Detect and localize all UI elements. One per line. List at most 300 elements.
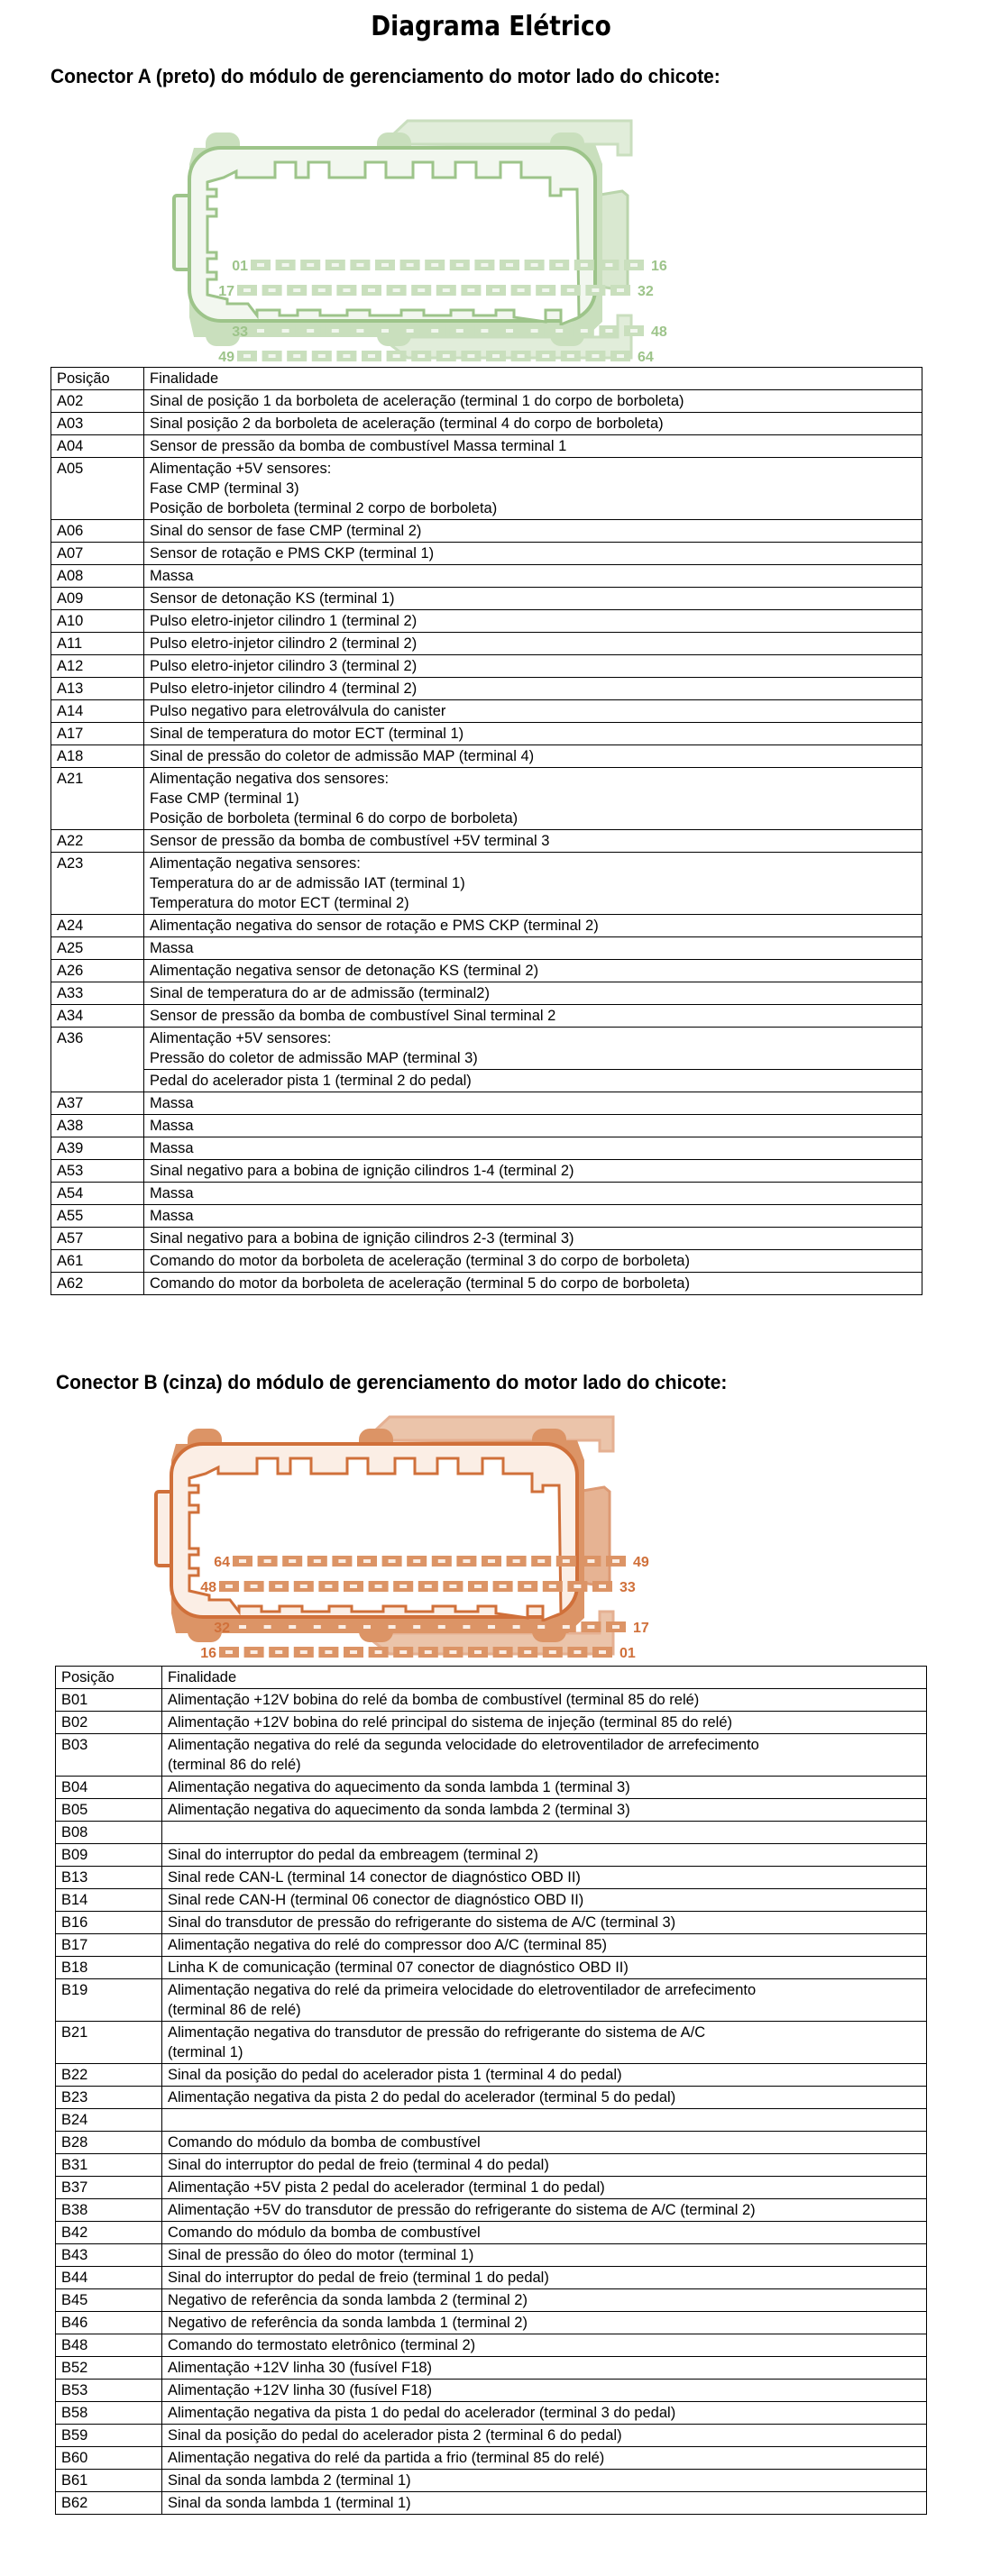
pin-number-label: 33 [619,1580,636,1595]
posicao-cell: B16 [56,1912,162,1934]
finalidade-line: Alimentação negativa da pista 1 do pedal do acelerador (terminal 3 do pedal) [168,2405,676,2421]
posicao-cell: A05 [51,458,144,520]
posicao-cell: B24 [56,2109,162,2132]
finalidade-cell [144,1250,922,1273]
posicao-cell: A21 [51,768,144,830]
finalidade-cell [162,2425,927,2447]
finalidade-line: Alimentação +12V linha 30 (fusível F18) [168,2382,433,2398]
finalidade-line: Posição de borboleta (terminal 6 do corpo de borboleta) [150,810,519,827]
table-row [56,2199,927,2222]
finalidade-line: Alimentação negativa do sensor de rotação e PMS CKP (terminal 2) [150,918,599,934]
posicao-cell: A03 [51,413,144,435]
posicao-cell: A37 [51,1092,144,1115]
finalidade-cell [144,1273,922,1295]
table-row [56,2267,927,2289]
table-row [51,982,922,1005]
finalidade-line: Pulso eletro-injetor cilindro 1 (terminal 2) [150,613,418,629]
table-row [56,2380,927,2402]
table-row [51,435,922,458]
table-row [56,2425,927,2447]
finalidade-line: Sinal rede CAN-L (terminal 14 conector de diagnóstico OBD II) [168,1869,581,1886]
table-row [51,1092,922,1115]
finalidade-line: Alimentação negativa do relé do compressor doo A/C (terminal 85) [168,1937,607,1953]
table-row [56,2132,927,2154]
finalidade-line: Comando do módulo da bomba de combustível [168,2224,481,2241]
finalidade-cell [162,1844,927,1867]
posicao-cell: A57 [51,1228,144,1250]
finalidade-line: Sinal de posição 1 da borboleta de aceleração (terminal 1 do corpo de borboleta) [150,393,684,409]
finalidade-cell [162,2132,927,2154]
finalidade-cell [162,2289,927,2312]
header-finalidade: Finalidade [144,368,922,390]
posicao-cell: A07 [51,543,144,565]
pin-number-label: 32 [638,284,654,299]
page-title: Diagrama Elétrico [371,11,611,42]
posicao-cell: A08 [51,565,144,588]
finalidade-line: Alimentação negativa sensor de detonação KS (terminal 2) [150,963,539,979]
posicao-cell: A11 [51,633,144,655]
table-row [51,520,922,543]
table-row [56,2357,927,2380]
table-row [51,853,922,915]
finalidade-line: Alimentação +5V do transdutor de pressão do refrigerante do sistema de A/C (terminal 2) [168,2202,756,2218]
posicao-cell: A23 [51,853,144,915]
finalidade-cell [162,1799,927,1822]
table-row [51,1137,922,1160]
pin-number-label: 33 [232,324,248,340]
table-row [51,390,922,413]
finalidade-line: (terminal 1) [168,2044,243,2060]
posicao-cell: A25 [51,937,144,960]
finalidade-cell [162,1889,927,1912]
posicao-cell: B28 [56,2132,162,2154]
table-row [56,1712,927,1734]
finalidade-line: Sinal do transdutor de pressão do refrigerante do sistema de A/C (terminal 3) [168,1914,676,1931]
pin-number-label: 64 [214,1555,230,1570]
finalidade-line: Sensor de pressão da bomba de combustível +5V terminal 3 [150,833,550,849]
finalidade-line: Alimentação +12V bobina do relé principal do sistema de injeção (terminal 85 do relé) [168,1714,732,1731]
table-row [51,565,922,588]
table-row [56,2109,927,2132]
table-row [56,2402,927,2425]
finalidade-cell [144,960,922,982]
finalidade-line: Sinal do interruptor do pedal da embreagem (terminal 2) [168,1847,538,1863]
finalidade-line: Pulso negativo para eletroválvula do canister [150,703,446,719]
table-row [51,1115,922,1137]
finalidade-line: Negativo de referência da sonda lambda 2 (terminal 2) [168,2292,528,2308]
finalidade-line: Sinal de pressão do óleo do motor (terminal 1) [168,2247,474,2263]
posicao-cell: B62 [56,2492,162,2515]
table-row [56,1912,927,1934]
table-row [56,1822,927,1844]
finalidade-line: (terminal 86 de relé) [168,2002,301,2018]
posicao-cell: B02 [56,1712,162,1734]
header-posicao: Posição [51,368,144,390]
finalidade-line: Sinal do interruptor do pedal de freio (terminal 1 do pedal) [168,2270,549,2286]
posicao-cell: B09 [56,1844,162,1867]
finalidade-cell [162,2109,927,2132]
table-row [56,2154,927,2177]
finalidade-line: Alimentação negativa do transdutor de pressão do refrigerante do sistema de A/C [168,2024,706,2041]
finalidade-cell [162,1957,927,1979]
header-finalidade: Finalidade [162,1667,927,1689]
posicao-cell: B22 [56,2064,162,2087]
pin-number-label: 16 [651,259,667,274]
connector-a-heading: Conector A (preto) do módulo de gerenciamento do motor lado do chicote: [50,65,720,87]
posicao-cell: B38 [56,2199,162,2222]
posicao-cell: B31 [56,2154,162,2177]
finalidade-cell [144,458,922,520]
table-row [51,915,922,937]
posicao-cell: A55 [51,1205,144,1228]
finalidade-line: Comando do motor da borboleta de aceleração (terminal 3 do corpo de borboleta) [150,1253,690,1269]
posicao-cell: A17 [51,723,144,745]
finalidade-line: (terminal 86 do relé) [168,1757,301,1773]
table-row [56,1844,927,1867]
finalidade-line: Posição de borboleta (terminal 2 corpo de borboleta) [150,500,498,516]
finalidade-cell [162,2244,927,2267]
finalidade-cell [144,543,922,565]
table-row [51,1070,922,1092]
finalidade-line: Sinal da sonda lambda 1 (terminal 1) [168,2495,411,2511]
finalidade-line: Pressão do coletor de admissão MAP (terminal 3) [150,1050,478,1066]
posicao-cell: A13 [51,678,144,700]
table-row [51,1028,922,1070]
posicao-cell [51,1070,144,1092]
table-row [56,2289,927,2312]
table-row [51,1183,922,1205]
finalidade-line: Comando do motor da borboleta de aceleração (terminal 5 do corpo de borboleta) [150,1275,690,1292]
finalidade-line: Massa [150,568,194,584]
table-row [56,1777,927,1799]
finalidade-line: Sinal da sonda lambda 2 (terminal 1) [168,2472,411,2489]
pin-number-label: 49 [633,1555,649,1570]
finalidade-line: Alimentação negativa do relé da partida a frio (terminal 85 do relé) [168,2450,605,2466]
posicao-cell: A14 [51,700,144,723]
finalidade-cell [162,2357,927,2380]
posicao-cell: B44 [56,2267,162,2289]
finalidade-line: Massa [150,1208,194,1224]
finalidade-line: Negativo de referência da sonda lambda 1 (terminal 2) [168,2315,528,2331]
posicao-cell: A02 [51,390,144,413]
finalidade-cell [162,2267,927,2289]
table-row [51,830,922,853]
connector-b-pin-table [55,1666,927,2515]
table-row [51,937,922,960]
finalidade-cell [144,1092,922,1115]
pin-number-label: 16 [200,1646,216,1661]
finalidade-line: Alimentação negativa do aquecimento da sonda lambda 1 (terminal 3) [168,1779,630,1795]
table-row [56,1867,927,1889]
finalidade-cell [144,413,922,435]
finalidade-line: Fase CMP (terminal 3) [150,480,299,497]
posicao-cell: B03 [56,1734,162,1777]
pin-number-label: 32 [214,1621,230,1636]
table-row [51,610,922,633]
posicao-cell: B37 [56,2177,162,2199]
posicao-cell: B60 [56,2447,162,2470]
finalidade-cell [162,2312,927,2334]
connector-a-diagram [171,110,803,371]
finalidade-cell [162,1934,927,1957]
table-row [51,700,922,723]
posicao-cell: B17 [56,1934,162,1957]
table-row [51,1005,922,1028]
posicao-cell: B52 [56,2357,162,2380]
finalidade-line: Alimentação +12V bobina do relé da bomba de combustível (terminal 85 do relé) [168,1692,700,1708]
finalidade-line: Pedal do acelerador pista 1 (terminal 2 do pedal) [150,1073,472,1089]
pin-number-label: 17 [633,1621,649,1636]
finalidade-cell [162,2222,927,2244]
table-row [51,768,922,830]
pin-number-label: 48 [200,1580,216,1595]
pin-number-label: 01 [232,259,248,274]
finalidade-cell [162,1979,927,2022]
finalidade-line: Massa [150,1140,194,1156]
table-row [51,633,922,655]
table-row [56,1957,927,1979]
finalidade-cell [144,1183,922,1205]
table-row [51,1228,922,1250]
pin-number-label: 01 [619,1646,636,1661]
finalidade-cell [144,390,922,413]
posicao-cell: B23 [56,2087,162,2109]
finalidade-cell [144,1205,922,1228]
table-row [56,2312,927,2334]
posicao-cell: A54 [51,1183,144,1205]
finalidade-cell [162,2177,927,2199]
finalidade-cell [144,678,922,700]
finalidade-cell [144,655,922,678]
finalidade-line: Sinal da posição do pedal do acelerador pista 2 (terminal 6 do pedal) [168,2427,622,2444]
finalidade-line: Alimentação negativa sensores: [150,855,361,872]
finalidade-line: Alimentação +12V linha 30 (fusível F18) [168,2360,433,2376]
posicao-cell: B05 [56,1799,162,1822]
finalidade-line: Alimentação negativa dos sensores: [150,771,390,787]
finalidade-cell [144,565,922,588]
pin-number-label: 17 [218,284,234,299]
table-row [51,745,922,768]
finalidade-cell [162,2447,927,2470]
finalidade-line: Sinal rede CAN-H (terminal 06 conector de diagnóstico OBD II) [168,1892,584,1908]
table-row [51,723,922,745]
table-row [51,655,922,678]
posicao-cell: B19 [56,1979,162,2022]
table-row [56,1934,927,1957]
finalidade-line: Alimentação +5V sensores: [150,1030,332,1046]
posicao-cell: A12 [51,655,144,678]
table-row [56,1889,927,1912]
posicao-cell: A09 [51,588,144,610]
posicao-cell: A38 [51,1115,144,1137]
posicao-cell: B53 [56,2380,162,2402]
finalidade-cell [144,588,922,610]
connector-a-pin-table [50,367,922,1295]
finalidade-line: Sensor de pressão da bomba de combustível Massa terminal 1 [150,438,567,454]
table-row [51,678,922,700]
finalidade-cell [144,1115,922,1137]
posicao-cell: A62 [51,1273,144,1295]
finalidade-cell [162,1867,927,1889]
posicao-cell: A26 [51,960,144,982]
posicao-cell: A39 [51,1137,144,1160]
table-row [51,960,922,982]
finalidade-line: Sinal de pressão do coletor de admissão MAP (terminal 4) [150,748,535,764]
finalidade-line: Pulso eletro-injetor cilindro 3 (terminal 2) [150,658,418,674]
posicao-cell: B48 [56,2334,162,2357]
finalidade-line: Massa [150,940,194,956]
finalidade-line: Sensor de detonação KS (terminal 1) [150,590,395,607]
table-row [56,1689,927,1712]
table-row [56,2492,927,2515]
posicao-cell: A06 [51,520,144,543]
pin-number-label: 64 [638,350,654,365]
posicao-cell: B21 [56,2022,162,2064]
finalidade-cell [162,2087,927,2109]
table-row [56,2470,927,2492]
posicao-cell: A33 [51,982,144,1005]
posicao-cell: B42 [56,2222,162,2244]
table-row [56,2334,927,2357]
connector-b-diagram [144,1406,794,1667]
pin-number-label: 49 [218,350,234,365]
finalidade-cell [162,2154,927,2177]
finalidade-cell [144,937,922,960]
finalidade-cell [144,633,922,655]
posicao-cell: B13 [56,1867,162,1889]
finalidade-line: Fase CMP (terminal 1) [150,790,299,807]
table-row [56,2022,927,2064]
posicao-cell: A10 [51,610,144,633]
finalidade-cell [162,2022,927,2064]
finalidade-cell [144,723,922,745]
finalidade-cell [144,610,922,633]
header-posicao: Posição [56,1667,162,1689]
finalidade-cell [162,1912,927,1934]
posicao-cell: A34 [51,1005,144,1028]
finalidade-line [168,2110,926,2130]
finalidade-line: Alimentação negativa do aquecimento da sonda lambda 2 (terminal 3) [168,1802,630,1818]
finalidade-cell [144,520,922,543]
table-row [56,2222,927,2244]
finalidade-cell [144,700,922,723]
finalidade-line: Sensor de pressão da bomba de combustível Sinal terminal 2 [150,1008,556,1024]
posicao-cell: A04 [51,435,144,458]
finalidade-cell [144,745,922,768]
finalidade-line: Temperatura do motor ECT (terminal 2) [150,895,409,911]
finalidade-cell [144,1028,922,1070]
posicao-cell: B14 [56,1889,162,1912]
finalidade-line: Pulso eletro-injetor cilindro 2 (terminal 2) [150,635,418,652]
table-row [51,458,922,520]
table-row [51,1273,922,1295]
finalidade-cell [144,1137,922,1160]
finalidade-cell [144,1160,922,1183]
finalidade-line: Alimentação negativa da pista 2 do pedal do acelerador (terminal 5 do pedal) [168,2089,676,2106]
finalidade-cell [162,1689,927,1712]
finalidade-cell [162,1734,927,1777]
finalidade-cell [162,1777,927,1799]
table-row [51,1160,922,1183]
table-header-row [51,368,922,390]
table-row [51,543,922,565]
table-row [56,2087,927,2109]
finalidade-cell [162,2334,927,2357]
finalidade-cell [144,768,922,830]
table-row [51,1250,922,1273]
pin-number-label: 48 [651,324,667,340]
finalidade-line: Temperatura do ar de admissão IAT (terminal 1) [150,875,465,891]
posicao-cell: B04 [56,1777,162,1799]
table-row [56,2244,927,2267]
posicao-cell: B18 [56,1957,162,1979]
finalidade-line: Alimentação negativa do relé da primeira velocidade do eletroventilador de arrefecimento [168,1982,757,1998]
posicao-cell: B59 [56,2425,162,2447]
posicao-cell: B45 [56,2289,162,2312]
table-row [51,413,922,435]
finalidade-line: Sinal posição 2 da borboleta de aceleração (terminal 4 do corpo de borboleta) [150,416,664,432]
finalidade-line: Sinal da posição do pedal do acelerador pista 1 (terminal 4 do pedal) [168,2067,622,2083]
finalidade-cell [144,435,922,458]
finalidade-line: Sinal do sensor de fase CMP (terminal 2) [150,523,422,539]
table-row [51,588,922,610]
posicao-cell: A22 [51,830,144,853]
finalidade-line: Comando do módulo da bomba de combustível [168,2134,481,2151]
finalidade-line: Massa [150,1095,194,1111]
finalidade-cell [162,2470,927,2492]
finalidade-cell [162,2064,927,2087]
finalidade-cell [162,2492,927,2515]
finalidade-line: Sensor de rotação e PMS CKP (terminal 1) [150,545,435,562]
finalidade-line: Sinal de temperatura do ar de admissão (terminal2) [150,985,490,1001]
posicao-cell: B43 [56,2244,162,2267]
finalidade-line: Comando do termostato eletrônico (terminal 2) [168,2337,476,2353]
finalidade-line: Pulso eletro-injetor cilindro 4 (terminal 2) [150,681,418,697]
table-header-row [56,1667,927,1689]
finalidade-line: Sinal de temperatura do motor ECT (terminal 1) [150,726,464,742]
posicao-cell: A24 [51,915,144,937]
finalidade-cell [162,1712,927,1734]
table-row [56,2447,927,2470]
finalidade-cell [144,915,922,937]
posicao-cell: B01 [56,1689,162,1712]
table-row [56,2177,927,2199]
finalidade-cell [144,1005,922,1028]
finalidade-line: Massa [150,1118,194,1134]
table-row [51,1205,922,1228]
connector-b-heading: Conector B (cinza) do módulo de gerenciamento do motor lado do chicote: [56,1371,728,1393]
finalidade-cell [144,982,922,1005]
finalidade-line: Alimentação negativa do relé da segunda velocidade do eletroventilador de arrefecimento [168,1737,759,1753]
posicao-cell: B46 [56,2312,162,2334]
finalidade-cell [144,1228,922,1250]
finalidade-cell [162,2199,927,2222]
finalidade-line: Linha K de comunicação (terminal 07 conector de diagnóstico OBD II) [168,1959,629,1976]
finalidade-line: Sinal negativo para a bobina de ignição cilindros 2-3 (terminal 3) [150,1230,574,1247]
finalidade-cell [162,1822,927,1844]
finalidade-line: Sinal do interruptor do pedal de freio (terminal 4 do pedal) [168,2157,549,2173]
finalidade-line: Sinal negativo para a bobina de ignição cilindros 1-4 (terminal 2) [150,1163,574,1179]
table-row [56,1734,927,1777]
posicao-cell: A18 [51,745,144,768]
finalidade-line: Massa [150,1185,194,1201]
finalidade-cell [162,2380,927,2402]
posicao-cell: A61 [51,1250,144,1273]
posicao-cell: B08 [56,1822,162,1844]
table-row [56,1979,927,2022]
finalidade-cell [144,830,922,853]
finalidade-cell [144,1070,922,1092]
